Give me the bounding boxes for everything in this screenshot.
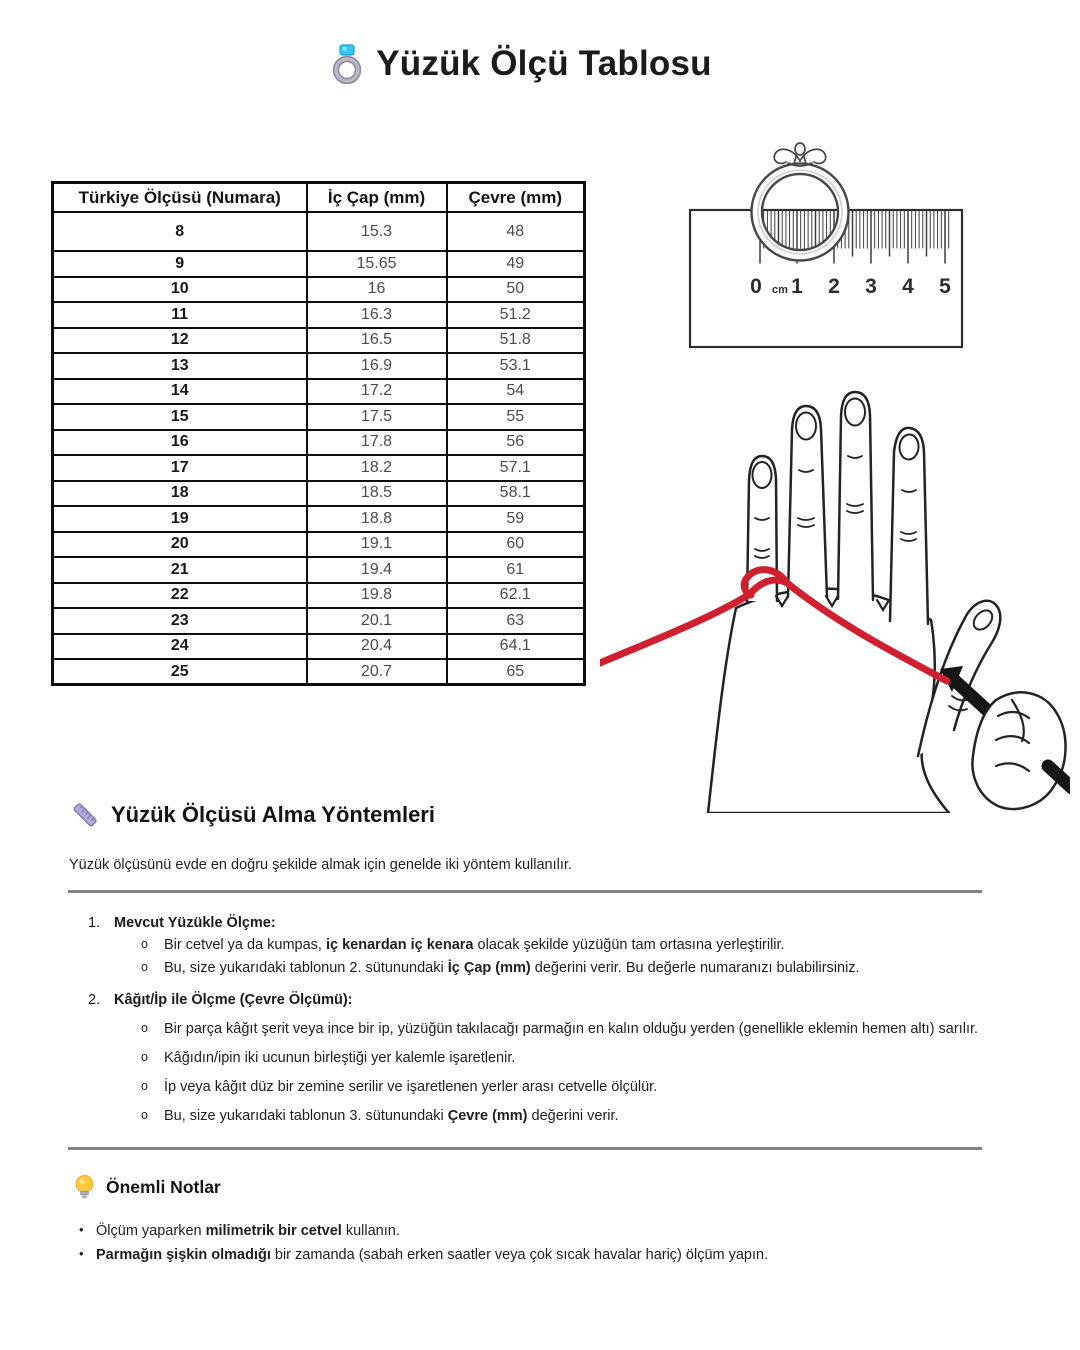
bullet-text: Parmağın şişkin olmadığı bir zamanda (sabah erken saatler veya çok sıcak havalar hariç) ölçüm yapın. bbox=[96, 1246, 769, 1263]
method-item-number: 1. bbox=[88, 915, 101, 931]
table-row bbox=[53, 251, 585, 277]
page-title-row bbox=[0, 44, 1062, 84]
table-cell: 62.1 bbox=[447, 583, 585, 609]
bullet-marker: o bbox=[141, 1020, 148, 1035]
finger-nail bbox=[796, 413, 816, 440]
method-item-heading bbox=[88, 992, 1028, 1008]
table-row bbox=[53, 379, 585, 405]
table-cell: 20.4 bbox=[307, 634, 447, 660]
method-bullets bbox=[88, 1021, 1028, 1125]
table-cell: 13 bbox=[53, 353, 307, 379]
table-cell: 51.2 bbox=[447, 302, 585, 328]
notes-list bbox=[79, 1216, 1019, 1263]
table-row bbox=[53, 583, 585, 609]
column-header: Türkiye Ölçüsü (Numara) bbox=[53, 183, 307, 213]
ring-size-table bbox=[51, 181, 586, 686]
table-cell: 17.5 bbox=[307, 404, 447, 430]
bullet-text: İp veya kâğıt düz bir zemine serilir ve işaretlenen yerler arası cetvelle ölçülür. bbox=[164, 1079, 658, 1096]
table-cell: 17 bbox=[53, 455, 307, 481]
divider-line bbox=[68, 890, 982, 893]
table-cell: 59 bbox=[447, 506, 585, 532]
table-cell: 55 bbox=[447, 404, 585, 430]
method-bullet bbox=[88, 1021, 1028, 1038]
table-row bbox=[53, 404, 585, 430]
table-cell: 16.3 bbox=[307, 302, 447, 328]
table-cell: 49 bbox=[447, 251, 585, 277]
divider-line bbox=[68, 1147, 982, 1150]
column-header: İç Çap (mm) bbox=[307, 183, 447, 213]
method-bullet bbox=[88, 1050, 1028, 1067]
table-cell: 16 bbox=[53, 430, 307, 456]
ruler-body bbox=[690, 210, 962, 347]
method-bullet bbox=[88, 1108, 1028, 1125]
ring-icon bbox=[332, 44, 362, 84]
bullet-marker: o bbox=[141, 937, 148, 951]
table-row bbox=[53, 212, 585, 251]
table-cell: 20 bbox=[53, 532, 307, 558]
method-bullets bbox=[88, 937, 1028, 976]
hand-string-illustration bbox=[600, 368, 1070, 813]
method-item-label: Mevcut Yüzükle Ölçme: bbox=[114, 915, 276, 931]
table-cell: 63 bbox=[447, 608, 585, 634]
table-cell: 9 bbox=[53, 251, 307, 277]
table-cell: 18.8 bbox=[307, 506, 447, 532]
methods-list bbox=[88, 915, 1028, 1125]
ruler-unit-label: cm bbox=[772, 284, 788, 296]
bullet-marker: o bbox=[141, 1108, 148, 1123]
table-cell: 16.9 bbox=[307, 353, 447, 379]
table-cell: 56 bbox=[447, 430, 585, 456]
methods-heading-text: Yüzük Ölçüsü Alma Yöntemleri bbox=[111, 801, 435, 827]
table-cell: 48 bbox=[447, 212, 585, 251]
ring-on-ruler-illustration bbox=[660, 135, 980, 365]
ruler-label-3: 3 bbox=[865, 275, 877, 298]
finger-nail bbox=[845, 399, 865, 426]
method-item-number: 2. bbox=[88, 992, 101, 1009]
bullet-text: Bu, size yukarıdaki tablonun 2. sütunundaki İç Çap (mm) değerini verir. Bu değerle numaranızı bulabilirsiniz. bbox=[164, 959, 860, 976]
table-row bbox=[53, 277, 585, 303]
lightbulb-icon bbox=[74, 1174, 95, 1201]
methods-intro: Yüzük ölçüsünü evde en doğru şekilde almak için genelde iki yöntem kullanılır. bbox=[69, 857, 572, 873]
table-cell: 19.1 bbox=[307, 532, 447, 558]
ruler-label-1: 1 bbox=[791, 275, 803, 298]
notes-heading-text: Önemli Notlar bbox=[106, 1177, 221, 1197]
method-item bbox=[88, 992, 1028, 1125]
table-cell: 25 bbox=[53, 659, 307, 685]
table-cell: 53.1 bbox=[447, 353, 585, 379]
table-cell: 22 bbox=[53, 583, 307, 609]
page-title: Yüzük Ölçü Tablosu bbox=[376, 44, 712, 83]
ruler-label-5: 5 bbox=[939, 275, 951, 298]
table-cell: 20.1 bbox=[307, 608, 447, 634]
method-bullet bbox=[88, 960, 1028, 977]
method-item-label: Kâğıt/İp ile Ölçme (Çevre Ölçümü): bbox=[114, 992, 353, 1009]
table-cell: 20.7 bbox=[307, 659, 447, 685]
table-cell: 19.4 bbox=[307, 557, 447, 583]
size-table-body bbox=[53, 212, 585, 685]
method-bullet bbox=[88, 937, 1028, 954]
table-cell: 16 bbox=[307, 277, 447, 303]
table-cell: 18.2 bbox=[307, 455, 447, 481]
table-cell: 19 bbox=[53, 506, 307, 532]
table-row bbox=[53, 455, 585, 481]
table-row bbox=[53, 430, 585, 456]
table-cell: 61 bbox=[447, 557, 585, 583]
table-row bbox=[53, 328, 585, 354]
bullet-marker: • bbox=[79, 1245, 84, 1261]
table-cell: 17.8 bbox=[307, 430, 447, 456]
table-cell: 15.3 bbox=[307, 212, 447, 251]
table-cell: 54 bbox=[447, 379, 585, 405]
bullet-marker: o bbox=[141, 1050, 148, 1065]
table-row bbox=[53, 532, 585, 558]
table-row bbox=[53, 659, 585, 685]
table-cell: 17.2 bbox=[307, 379, 447, 405]
table-cell: 11 bbox=[53, 302, 307, 328]
table-cell: 18 bbox=[53, 481, 307, 507]
table-cell: 60 bbox=[447, 532, 585, 558]
bullet-text: Bir parça kâğıt şerit veya ince bir ip, yüzüğün takılacağı parmağın en kalın olduğu yerden (genellikle eklemin hemen altı) sarılır. bbox=[164, 1020, 979, 1037]
note-bullet bbox=[79, 1223, 1019, 1240]
table-cell: 19.8 bbox=[307, 583, 447, 609]
method-item bbox=[88, 915, 1028, 976]
bullet-marker: o bbox=[141, 959, 148, 974]
table-cell: 15.65 bbox=[307, 251, 447, 277]
table-row bbox=[53, 481, 585, 507]
table-cell: 16.5 bbox=[307, 328, 447, 354]
table-cell: 23 bbox=[53, 608, 307, 634]
ruler-icon bbox=[72, 801, 99, 828]
bullet-text: Kâğıdın/ipin iki ucunun birleştiği yer kalemle işaretlenir. bbox=[164, 1050, 516, 1067]
method-item-heading bbox=[88, 915, 1028, 931]
notes-section-heading bbox=[74, 1174, 221, 1201]
table-row bbox=[53, 506, 585, 532]
table-cell: 50 bbox=[447, 277, 585, 303]
bullet-marker: o bbox=[141, 1079, 148, 1094]
table-cell: 18.5 bbox=[307, 481, 447, 507]
table-cell: 10 bbox=[53, 277, 307, 303]
ruler-label-2: 2 bbox=[828, 275, 840, 298]
table-cell: 65 bbox=[447, 659, 585, 685]
ruler-label-0: 0 bbox=[750, 275, 762, 298]
holding-fist bbox=[972, 692, 1065, 809]
table-cell: 58.1 bbox=[447, 481, 585, 507]
ruler-label-4: 4 bbox=[902, 275, 914, 298]
size-table-header-row bbox=[53, 183, 585, 213]
bullet-text: Bu, size yukarıdaki tablonun 3. sütunundaki Çevre (mm) değerini verir. bbox=[164, 1108, 619, 1125]
finger-nail bbox=[753, 462, 772, 488]
method-bullet bbox=[88, 1079, 1028, 1096]
table-cell: 64.1 bbox=[447, 634, 585, 660]
bullet-marker: • bbox=[79, 1222, 84, 1237]
column-header: Çevre (mm) bbox=[447, 183, 585, 213]
ring-gem bbox=[340, 45, 354, 55]
table-cell: 15 bbox=[53, 404, 307, 430]
table-cell: 51.8 bbox=[447, 328, 585, 354]
finger-nail bbox=[899, 434, 920, 460]
bullet-text: Bir cetvel ya da kumpas, iç kenardan iç kenara olacak şekilde yüzüğün tam ortasına yerleştirilir. bbox=[164, 937, 785, 953]
table-cell: 21 bbox=[53, 557, 307, 583]
table-cell: 57.1 bbox=[447, 455, 585, 481]
table-cell: 8 bbox=[53, 212, 307, 251]
table-row bbox=[53, 353, 585, 379]
table-cell: 14 bbox=[53, 379, 307, 405]
bullet-text: Ölçüm yaparken milimetrik bir cetvel kullanın. bbox=[96, 1223, 400, 1239]
methods-section-heading bbox=[72, 801, 435, 828]
table-cell: 24 bbox=[53, 634, 307, 660]
table-row bbox=[53, 634, 585, 660]
table-row bbox=[53, 302, 585, 328]
table-row bbox=[53, 557, 585, 583]
note-bullet bbox=[79, 1247, 1019, 1264]
table-cell: 12 bbox=[53, 328, 307, 354]
table-row bbox=[53, 608, 585, 634]
